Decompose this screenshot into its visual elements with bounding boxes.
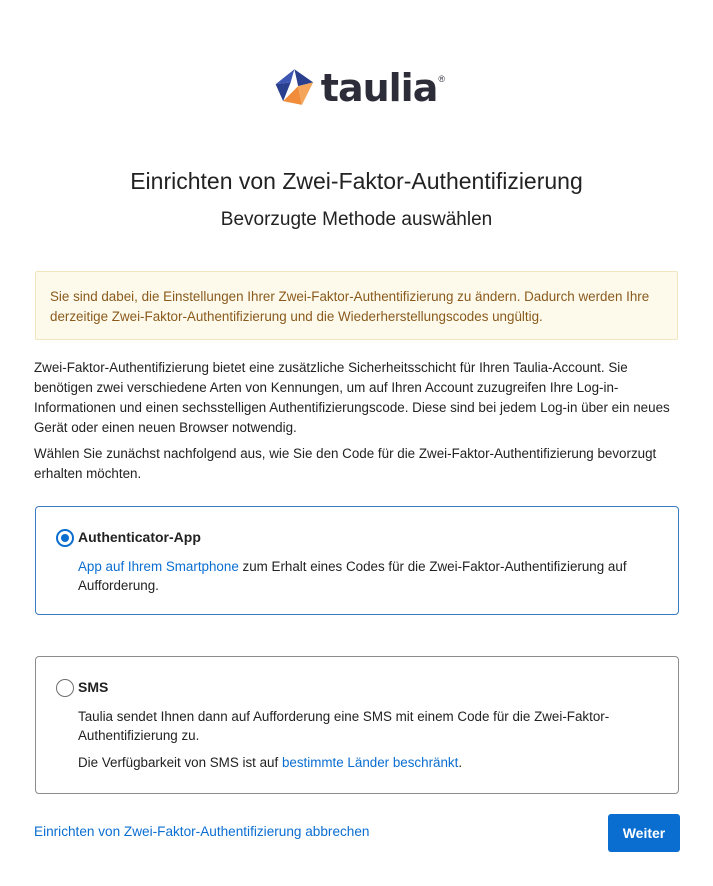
authenticator-app-radio[interactable]	[56, 529, 74, 547]
logo-registered-mark: ®	[438, 74, 445, 84]
sms-radio[interactable]	[56, 679, 74, 697]
logo-wordmark: taulia	[320, 66, 438, 110]
taulia-logo	[270, 62, 445, 114]
cancel-setup-link[interactable]: Einrichten von Zwei-Faktor-Authentifizierung abbrechen	[34, 824, 370, 839]
next-button[interactable]: Weiter	[608, 814, 680, 852]
intro-text	[34, 358, 684, 490]
taulia-logo-icon	[270, 62, 319, 114]
restricted-countries-link[interactable]: bestimmte Länder beschränkt	[281, 755, 459, 770]
sms-description: Taulia sendet Ihnen dann auf Aufforderung eine SMS mit einem Code für die Zwei-Faktor-Authentifizierung zu.	[78, 709, 610, 743]
intro-paragraph-1: Zwei-Faktor-Authentifizierung bietet eine zusätzliche Sicherheitsschicht für Ihren Taulia-Account. Sie benötigen zwei verschiedene Arten von Kennungen, um auf Ihren Account zuzugreifen Ihre Log-in-Informationen und einen sechsstelligen Authentifizierungscode. Diese sind bei jedem Log-in über ein neues Gerät oder einen neuen Browser notwendig.	[34, 360, 670, 435]
sms-label[interactable]: SMS	[78, 679, 109, 695]
sms-availability-suffix: .	[458, 755, 463, 770]
authenticator-app-label[interactable]: Authenticator-App	[78, 529, 201, 545]
sms-availability-prefix: Die Verfügbarkeit von SMS ist auf	[78, 755, 282, 770]
option-card-authenticator-app[interactable]	[35, 506, 679, 615]
authenticator-app-description	[78, 557, 658, 595]
page-title: Einrichten von Zwei-Faktor-Authentifizierung	[130, 168, 583, 194]
sms-availability-note	[78, 753, 658, 772]
intro-paragraph-2: Wählen Sie zunächst nachfolgend aus, wie Sie den Code für die Zwei-Faktor-Authentifizierung bevorzugt erhalten möchten.	[34, 446, 657, 481]
option-card-sms[interactable]	[35, 656, 679, 794]
authenticator-app-description-text: zum Erhalt eines Codes für die Zwei-Faktor-Authentifizierung auf Aufforderung.	[78, 559, 627, 593]
warning-text: Sie sind dabei, die Einstellungen Ihrer Zwei-Faktor-Authentifizierung zu ändern. Dadurch werden Ihre derzeitige Zwei-Faktor-Authentifizierung und die Wiederherstellungscodes ungültig.	[50, 289, 650, 324]
page-subtitle: Bevorzugte Methode auswählen	[220, 209, 493, 230]
warning-alert	[35, 271, 678, 340]
smartphone-app-link[interactable]: App auf Ihrem Smartphone	[78, 559, 239, 574]
